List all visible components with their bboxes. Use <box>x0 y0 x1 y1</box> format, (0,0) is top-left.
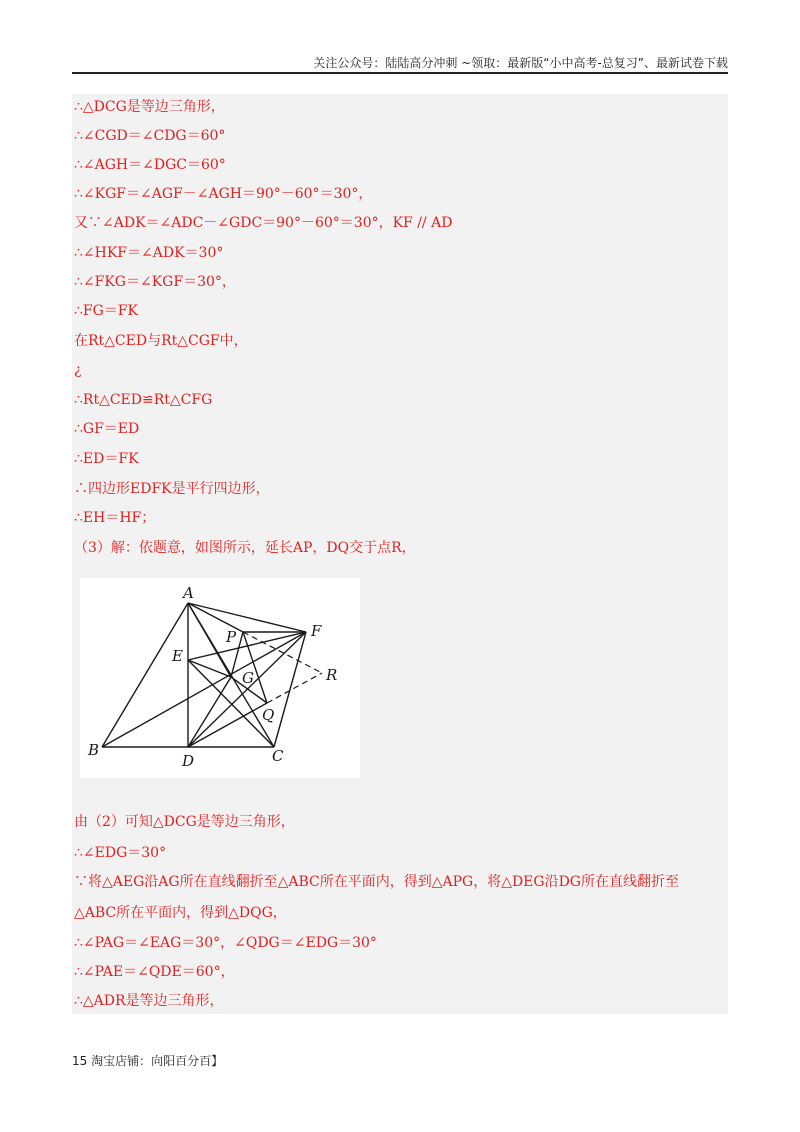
proof-line: ∴四边形EDFK是平行四边形， <box>74 481 270 497</box>
label-R: R <box>326 666 338 684</box>
geometry-diagram <box>80 578 360 778</box>
label-Q: Q <box>262 706 275 724</box>
proof-line: ∴∠HKF＝∠ADK＝30° <box>74 245 224 261</box>
proof-line: ∴△ADR是等边三角形， <box>74 993 224 1009</box>
proof-line: ∴FG＝FK <box>74 303 138 319</box>
proof-line: ∴∠CGD＝∠CDG＝60° <box>74 128 226 144</box>
page-footer: 15 淘宝店铺：向阳百分百】 <box>72 1054 224 1068</box>
proof-line: ∴∠KGF＝∠AGF－∠AGH＝90°－60°＝30°， <box>74 186 373 202</box>
label-D: D <box>182 752 195 770</box>
proof-line: 又∵∠ADK＝∠ADC－∠GDC＝90°－60°＝30°，KF // AD <box>74 215 453 231</box>
proof-line: ∴ED＝FK <box>74 451 139 467</box>
label-B: B <box>88 741 100 759</box>
proof-line: 在Rt△CED与Rt△CGF中， <box>74 333 248 349</box>
page-header: 关注公众号：陆陆高分冲刺 ~领取：最新版“小中高考-总复习”、最新试卷下载 <box>313 56 728 70</box>
label-A: A <box>183 584 194 602</box>
label-E: E <box>172 647 183 665</box>
proof-line: ¿ <box>74 362 82 378</box>
proof-line: ∴∠AGH＝∠DGC＝60° <box>74 157 226 173</box>
proof-line: ∵将△AEG沿AG所在直线翻折至△ABC所在平面内，得到△APG，将△DEG沿DG所在直线翻折至 <box>74 874 679 890</box>
label-F: F <box>311 622 322 640</box>
proof-line: ∴△DCG是等边三角形， <box>74 99 225 115</box>
header-rule <box>72 72 728 74</box>
proof-line: ∴∠PAE＝∠QDE＝60°， <box>74 964 235 980</box>
proof-line: ∴GF＝ED <box>74 421 140 437</box>
proof-line: ∴Rt△CED≌Rt△CFG <box>74 392 213 408</box>
proof-line: ∴EH＝HF； <box>74 510 156 526</box>
proof-line: △ABC所在平面内，得到△DQG， <box>74 905 287 921</box>
proof-line: 由（2）可知△DCG是等边三角形， <box>74 814 295 830</box>
solution-content <box>72 94 728 1014</box>
proof-line: （3）解：依题意，如图所示，延长AP，DQ交于点R， <box>74 540 416 556</box>
proof-line: ∴∠PAG＝∠EAG＝30°，∠QDG＝∠EDG＝30° <box>74 935 377 951</box>
proof-line: ∴∠EDG＝30° <box>74 845 167 861</box>
diagram-background <box>80 578 360 778</box>
label-C: C <box>272 747 284 765</box>
label-P: P <box>226 628 237 646</box>
label-G: G <box>242 669 254 687</box>
proof-line: ∴∠FKG＝∠KGF＝30°， <box>74 274 236 290</box>
